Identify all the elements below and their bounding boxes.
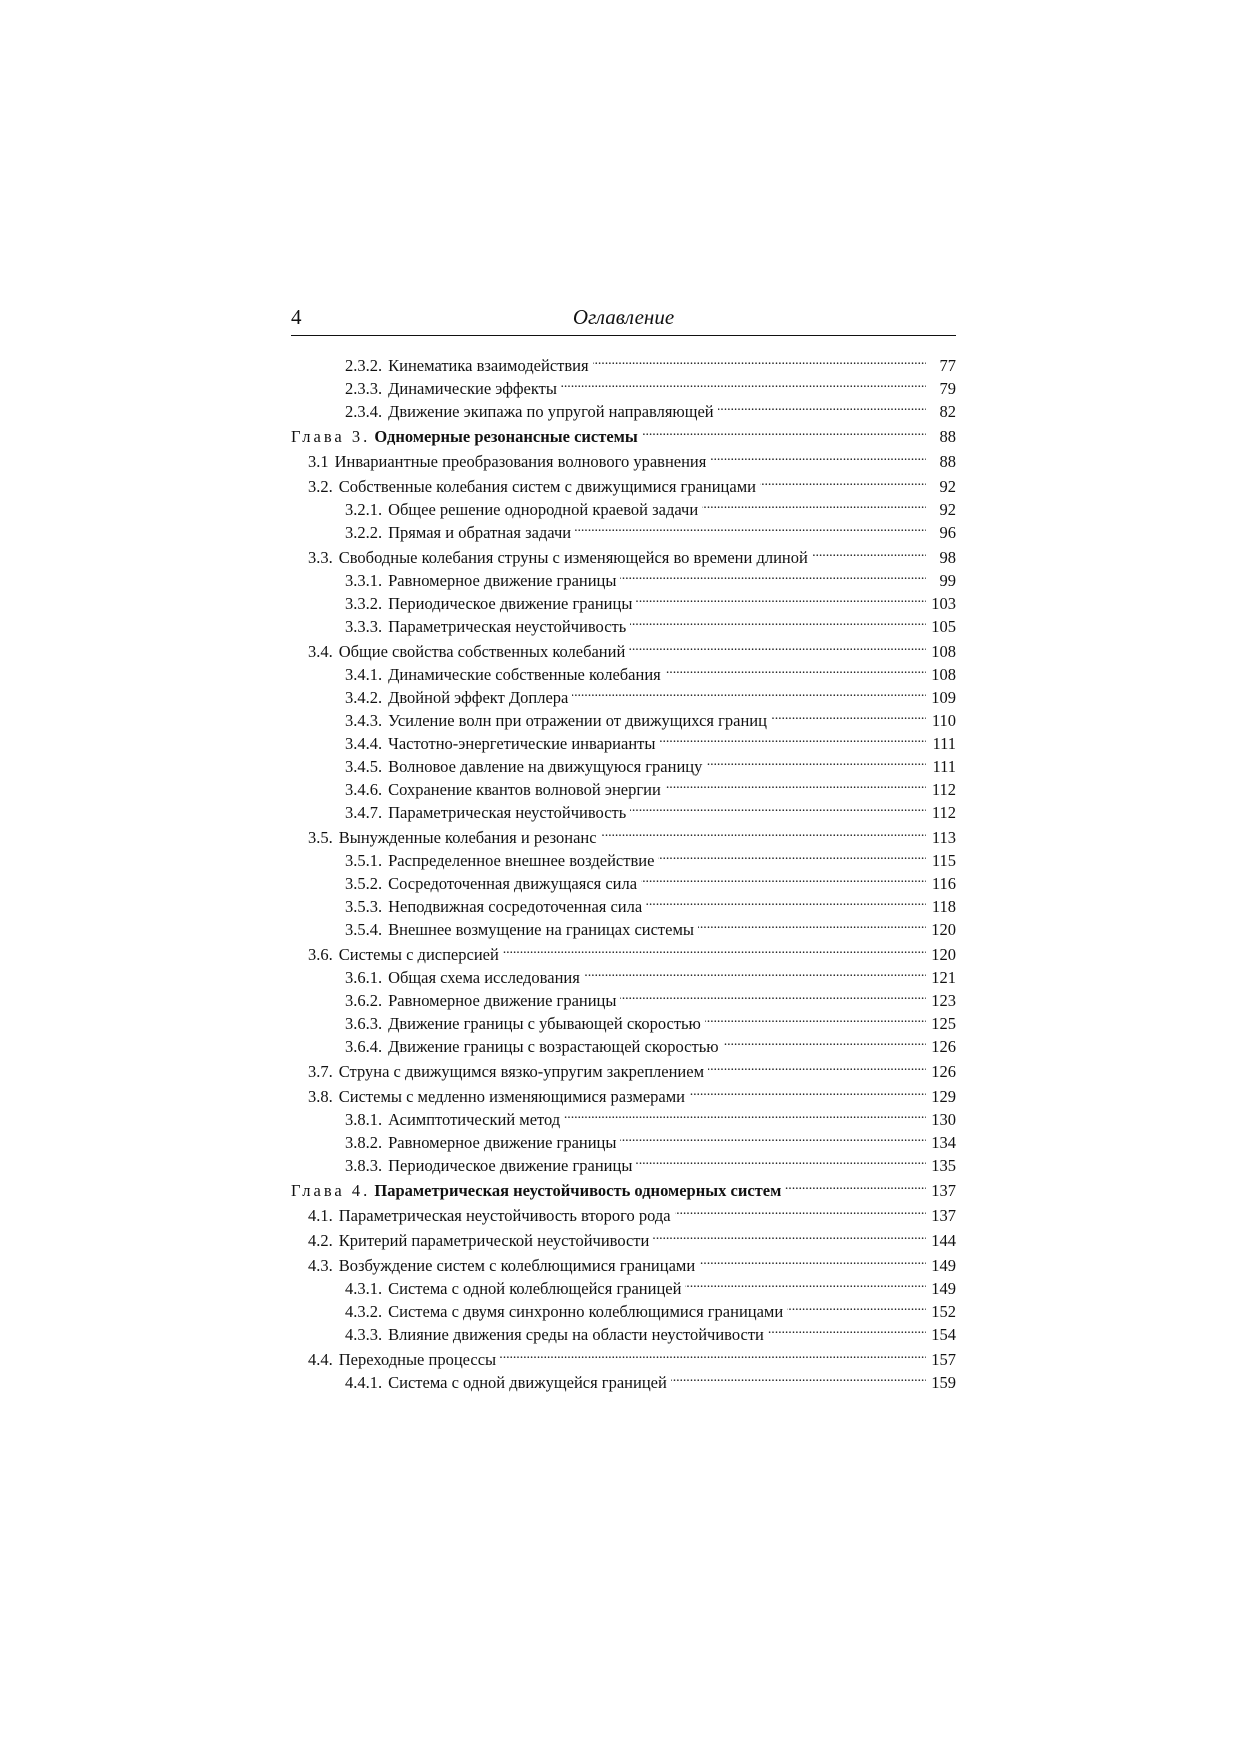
toc-entry: [291, 1154, 956, 1177]
toc-entry-text: [345, 521, 571, 544]
section-number: 4.1.: [308, 1206, 333, 1225]
toc-entry-text: [345, 1277, 681, 1300]
section-title: Система с одной движущейся границей: [388, 1373, 667, 1392]
toc-entry: [291, 663, 956, 686]
toc-entry-text: [308, 450, 706, 473]
dot-leader: [768, 1324, 926, 1341]
page-reference: 105: [931, 617, 956, 636]
toc-entry: [291, 1108, 956, 1131]
section-number: 3.6.4.: [345, 1037, 383, 1056]
toc-entry: [291, 400, 956, 423]
toc-entry: [291, 709, 956, 732]
page-header: [291, 301, 956, 336]
dot-leader: [685, 1278, 926, 1295]
toc-entry-text: [345, 1323, 764, 1346]
toc-entry: [291, 1035, 956, 1058]
toc-entry-text: [345, 400, 714, 423]
section-title: Системы с медленно изменяющимися размерами: [338, 1087, 686, 1106]
toc-entry: [291, 801, 956, 824]
dot-leader: [593, 355, 926, 372]
toc-entry: [291, 989, 956, 1012]
toc-entry-text: [345, 615, 626, 638]
section-title: Система с одной колеблющейся границей: [388, 1279, 682, 1298]
dot-leader: [658, 850, 926, 867]
section-number: 4.4.1.: [345, 1373, 383, 1392]
page-reference: 115: [931, 851, 956, 870]
page-reference: 137: [931, 1181, 956, 1200]
toc-entry-text: [345, 1012, 701, 1035]
dot-leader: [620, 990, 926, 1007]
section-number: 2.3.4.: [345, 402, 383, 421]
toc-entry-text: [308, 546, 808, 569]
toc-entry-text: [345, 1300, 783, 1323]
section-title: Системы с дисперсией: [338, 945, 499, 964]
section-title: Критерий параметрической неустойчивости: [338, 1231, 650, 1250]
section-number: 3.2.2.: [345, 523, 383, 542]
chapter-label: Глава 4.: [291, 1181, 371, 1200]
dot-leader: [699, 1255, 926, 1272]
section-number: 3.6.: [308, 945, 333, 964]
page-reference: 113: [931, 828, 956, 847]
page-reference: 154: [931, 1325, 956, 1344]
toc-entry: [291, 1229, 956, 1252]
section-title: Периодическое движение границы: [388, 1156, 633, 1175]
dot-leader: [500, 1349, 926, 1366]
page-reference: 149: [931, 1279, 956, 1298]
toc-entry: [291, 966, 956, 989]
toc-entry: [291, 475, 956, 498]
section-number: 3.6.2.: [345, 991, 383, 1010]
page-reference: 112: [931, 780, 956, 799]
toc-entry: [291, 849, 956, 872]
dot-leader: [572, 687, 926, 704]
toc-entry: [291, 778, 956, 801]
page-reference: 79: [939, 379, 956, 398]
dot-leader: [785, 1180, 926, 1197]
toc-entry-text: [345, 755, 702, 778]
toc-entry: [291, 521, 956, 544]
dot-leader: [503, 944, 926, 961]
section-number: 3.4.3.: [345, 711, 383, 730]
toc-entry-text: [345, 1154, 632, 1177]
toc-entry: [291, 569, 956, 592]
page-reference: 137: [931, 1206, 956, 1225]
dot-leader: [760, 476, 926, 493]
page-reference: 82: [939, 402, 956, 421]
dot-leader: [689, 1086, 926, 1103]
dot-leader: [706, 756, 926, 773]
toc-entry-text: [345, 849, 654, 872]
section-number: 3.5.1.: [345, 851, 383, 870]
page-reference: 126: [931, 1037, 956, 1056]
toc-entry: [291, 1277, 956, 1300]
section-title: Динамические эффекты: [388, 379, 557, 398]
toc-entry: [291, 354, 956, 377]
page-reference: 112: [931, 803, 956, 822]
page-reference: 157: [931, 1350, 956, 1369]
dot-leader: [584, 967, 926, 984]
section-number: 3.3.: [308, 548, 333, 567]
toc-entry-text: [345, 709, 767, 732]
page-reference: 96: [939, 523, 956, 542]
page-reference: 123: [931, 991, 956, 1010]
toc-entry-text: [308, 1060, 704, 1083]
toc-entry-text: [345, 377, 557, 400]
chapter-title: Параметрическая неустойчивость одномерных систем: [374, 1181, 782, 1200]
section-number: 3.4.6.: [345, 780, 383, 799]
toc-entry: [291, 1300, 956, 1323]
section-title: Система с двумя синхронно колеблющимися границами: [388, 1302, 784, 1321]
page-reference: 108: [931, 665, 956, 684]
toc-entry: [291, 943, 956, 966]
section-title: Параметрическая неустойчивость: [388, 617, 627, 636]
page-reference: 92: [939, 500, 956, 519]
section-number: 3.6.3.: [345, 1014, 383, 1033]
dot-leader: [671, 1372, 926, 1389]
section-title: Кинематика взаимодействия: [388, 356, 589, 375]
toc-entry-text: [345, 778, 661, 801]
page-reference: 118: [931, 897, 956, 916]
page-reference: 126: [931, 1062, 956, 1081]
toc-entry-text: [345, 895, 642, 918]
dot-leader: [771, 710, 926, 727]
dot-leader: [642, 426, 926, 443]
toc-entry-text: [345, 592, 632, 615]
page-reference: 120: [931, 920, 956, 939]
toc-entry-text: [345, 354, 589, 377]
section-title: Распределенное внешнее воздействие: [388, 851, 655, 870]
toc-entry: [291, 755, 956, 778]
section-title: Параметрическая неустойчивость второго рода: [338, 1206, 671, 1225]
page-reference: 111: [932, 734, 956, 753]
section-title: Сосредоточенная движущаяся сила: [388, 874, 638, 893]
section-number: 3.3.1.: [345, 571, 383, 590]
page-reference: 134: [931, 1133, 956, 1152]
toc-entry-text: [345, 569, 616, 592]
toc-entry-text: [308, 640, 625, 663]
page-reference: 149: [931, 1256, 956, 1275]
toc-entry: [291, 732, 956, 755]
toc-entry: [291, 1085, 956, 1108]
section-title: Параметрическая неустойчивость: [388, 803, 627, 822]
page-reference: 103: [931, 594, 956, 613]
section-title: Влияние движения среды на области неустойчивости: [388, 1325, 764, 1344]
section-title: Общее решение однородной краевой задачи: [388, 500, 699, 519]
toc-entry: [291, 1323, 956, 1346]
page-reference: 109: [931, 688, 956, 707]
toc-entry-text: [345, 732, 655, 755]
section-number: 4.3.: [308, 1256, 333, 1275]
dot-leader: [636, 1155, 926, 1172]
toc-entry: [291, 498, 956, 521]
dot-leader: [646, 896, 926, 913]
toc-entry: [291, 450, 956, 473]
dot-leader: [698, 919, 926, 936]
dot-leader: [812, 547, 926, 564]
page-reference: 92: [939, 477, 956, 496]
section-number: 3.6.1.: [345, 968, 383, 987]
section-title: Равномерное движение границы: [388, 571, 617, 590]
dot-leader: [702, 499, 926, 516]
dot-leader: [630, 802, 926, 819]
section-number: 3.7.: [308, 1062, 333, 1081]
toc-entry-text: [345, 989, 616, 1012]
section-number: 3.4.7.: [345, 803, 383, 822]
toc-entry: [291, 615, 956, 638]
section-number: 4.3.3.: [345, 1325, 383, 1344]
toc-entry-text: [345, 918, 694, 941]
toc-entry: [291, 640, 956, 663]
section-number: 3.4.1.: [345, 665, 383, 684]
dot-leader: [653, 1230, 926, 1247]
dot-leader: [723, 1036, 926, 1053]
section-number: 3.8.: [308, 1087, 333, 1106]
toc-entry: [291, 546, 956, 569]
dot-leader: [787, 1301, 926, 1318]
section-number: 3.4.: [308, 642, 333, 661]
section-title: Движение границы с возрастающей скоростью: [388, 1037, 719, 1056]
section-title: Возбуждение систем с колеблющимися границами: [338, 1256, 696, 1275]
dot-leader: [708, 1061, 926, 1078]
section-title: Переходные процессы: [338, 1350, 497, 1369]
section-number: 4.2.: [308, 1231, 333, 1250]
section-number: 3.4.2.: [345, 688, 383, 707]
section-title: Периодическое движение границы: [388, 594, 633, 613]
section-number: 4.3.1.: [345, 1279, 383, 1298]
section-number: 3.8.2.: [345, 1133, 383, 1152]
toc-entry-text: [291, 425, 638, 448]
section-title: Свободные колебания струны с изменяющейся во времени длиной: [338, 548, 808, 567]
page-reference: 144: [931, 1231, 956, 1250]
section-title: Частотно-энергетические инварианты: [388, 734, 656, 753]
toc-entry-text: [345, 966, 580, 989]
section-title: Собственные колебания систем с движущимися границами: [338, 477, 756, 496]
section-number: 3.4.4.: [345, 734, 383, 753]
toc-entry-text: [308, 826, 597, 849]
toc-entry: [291, 1131, 956, 1154]
page-reference: 135: [931, 1156, 956, 1175]
section-number: 4.3.2.: [345, 1302, 383, 1321]
toc-entry-text: [345, 663, 661, 686]
toc-entry: [291, 1254, 956, 1277]
section-number: 3.8.1.: [345, 1110, 383, 1129]
section-number: 2.3.2.: [345, 356, 383, 375]
section-title: Общие свойства собственных колебаний: [338, 642, 626, 661]
toc-entry-text: [308, 1204, 671, 1227]
dot-leader: [601, 827, 926, 844]
dot-leader: [705, 1013, 926, 1030]
section-number: 3.5.: [308, 828, 333, 847]
toc-entry-text: [345, 686, 568, 709]
toc-entry-text: [345, 498, 698, 521]
section-title: Сохранение квантов волновой энергии: [388, 780, 661, 799]
page-reference: 125: [931, 1014, 956, 1033]
toc-chapter-entry: [291, 1179, 956, 1202]
section-number: 3.2.1.: [345, 500, 383, 519]
toc-entry-text: [291, 1179, 781, 1202]
dot-leader: [636, 593, 926, 610]
dot-leader: [564, 1109, 926, 1126]
page-reference: 120: [931, 945, 956, 964]
dot-leader: [630, 616, 926, 633]
toc-entry: [291, 1012, 956, 1035]
section-title: Равномерное движение границы: [388, 1133, 617, 1152]
section-title: Струна с движущимся вязко-упругим закреплением: [338, 1062, 705, 1081]
toc-entry-text: [308, 1254, 695, 1277]
toc-entry-text: [345, 872, 637, 895]
toc-entry-text: [345, 1371, 667, 1394]
section-title: Волновое давление на движущуюся границу: [388, 757, 703, 776]
page-number: 4: [291, 305, 302, 329]
section-title: Прямая и обратная задачи: [388, 523, 572, 542]
section-number: 3.5.2.: [345, 874, 383, 893]
page-reference: 88: [939, 452, 956, 471]
dot-leader: [659, 733, 926, 750]
section-number: 3.3.2.: [345, 594, 383, 613]
section-title: Динамические собственные колебания: [388, 665, 661, 684]
page-reference: 121: [931, 968, 956, 987]
page-reference: 152: [931, 1302, 956, 1321]
page-reference: 108: [931, 642, 956, 661]
toc-entry: [291, 872, 956, 895]
running-title: Оглавление: [572, 305, 675, 329]
toc-entry: [291, 686, 956, 709]
page-reference: 111: [932, 757, 956, 776]
dot-leader: [575, 522, 926, 539]
section-number: 3.4.5.: [345, 757, 383, 776]
page-reference: 98: [939, 548, 956, 567]
section-title: Двойной эффект Доплера: [388, 688, 569, 707]
toc-entry: [291, 918, 956, 941]
dot-leader: [629, 641, 926, 658]
section-title: Усиление волн при отражении от движущихся границ: [388, 711, 767, 730]
toc-entry-text: [345, 801, 626, 824]
page-reference: 116: [931, 874, 956, 893]
dot-leader: [620, 570, 926, 587]
toc-entry: [291, 1348, 956, 1371]
dot-leader: [620, 1132, 926, 1149]
section-number: 2.3.3.: [345, 379, 383, 398]
section-title: Движение экипажа по упругой направляющей: [388, 402, 714, 421]
page-reference: 88: [939, 427, 956, 446]
chapter-title: Одномерные резонансные системы: [374, 427, 638, 446]
section-number: 3.1: [308, 452, 329, 471]
toc-entry-text: [345, 1035, 719, 1058]
dot-leader: [665, 779, 926, 796]
toc-chapter-entry: [291, 425, 956, 448]
toc-entry: [291, 1204, 956, 1227]
section-number: 3.5.3.: [345, 897, 383, 916]
section-number: 3.2.: [308, 477, 333, 496]
dot-leader: [561, 378, 926, 395]
page-reference: 159: [931, 1373, 956, 1392]
page-reference: 99: [939, 571, 956, 590]
section-title: Общая схема исследования: [388, 968, 580, 987]
page-reference: 110: [931, 711, 956, 730]
table-of-contents: [291, 354, 956, 1394]
toc-entry-text: [308, 475, 756, 498]
section-title: Движение границы с убывающей скоростью: [388, 1014, 701, 1033]
toc-entry-text: [345, 1108, 560, 1131]
toc-entry: [291, 377, 956, 400]
section-title: Вынужденные колебания и резонанс: [338, 828, 597, 847]
section-title: Внешнее возмущение на границах системы: [388, 920, 694, 939]
page-reference: 77: [939, 356, 956, 375]
section-number: 3.8.3.: [345, 1156, 383, 1175]
toc-entry: [291, 826, 956, 849]
section-number: 3.3.3.: [345, 617, 383, 636]
toc-entry: [291, 895, 956, 918]
toc-entry: [291, 592, 956, 615]
toc-entry-text: [345, 1131, 616, 1154]
section-number: 3.5.4.: [345, 920, 383, 939]
toc-entry: [291, 1371, 956, 1394]
toc-entry-text: [308, 1085, 685, 1108]
page-reference: 129: [931, 1087, 956, 1106]
section-title: Равномерное движение границы: [388, 991, 617, 1010]
dot-leader: [710, 451, 926, 468]
section-title: Инвариантные преобразования волнового уравнения: [334, 452, 707, 471]
chapter-label: Глава 3.: [291, 427, 371, 446]
section-number: 4.4.: [308, 1350, 333, 1369]
dot-leader: [718, 401, 926, 418]
section-title: Асимптотический метод: [388, 1110, 561, 1129]
toc-entry-text: [308, 1229, 649, 1252]
section-title: Неподвижная сосредоточенная сила: [388, 897, 643, 916]
page-reference: 130: [931, 1110, 956, 1129]
dot-leader: [675, 1205, 926, 1222]
toc-entry-text: [308, 943, 499, 966]
dot-leader: [665, 664, 926, 681]
dot-leader: [641, 873, 926, 890]
toc-entry: [291, 1060, 956, 1083]
toc-entry-text: [308, 1348, 496, 1371]
